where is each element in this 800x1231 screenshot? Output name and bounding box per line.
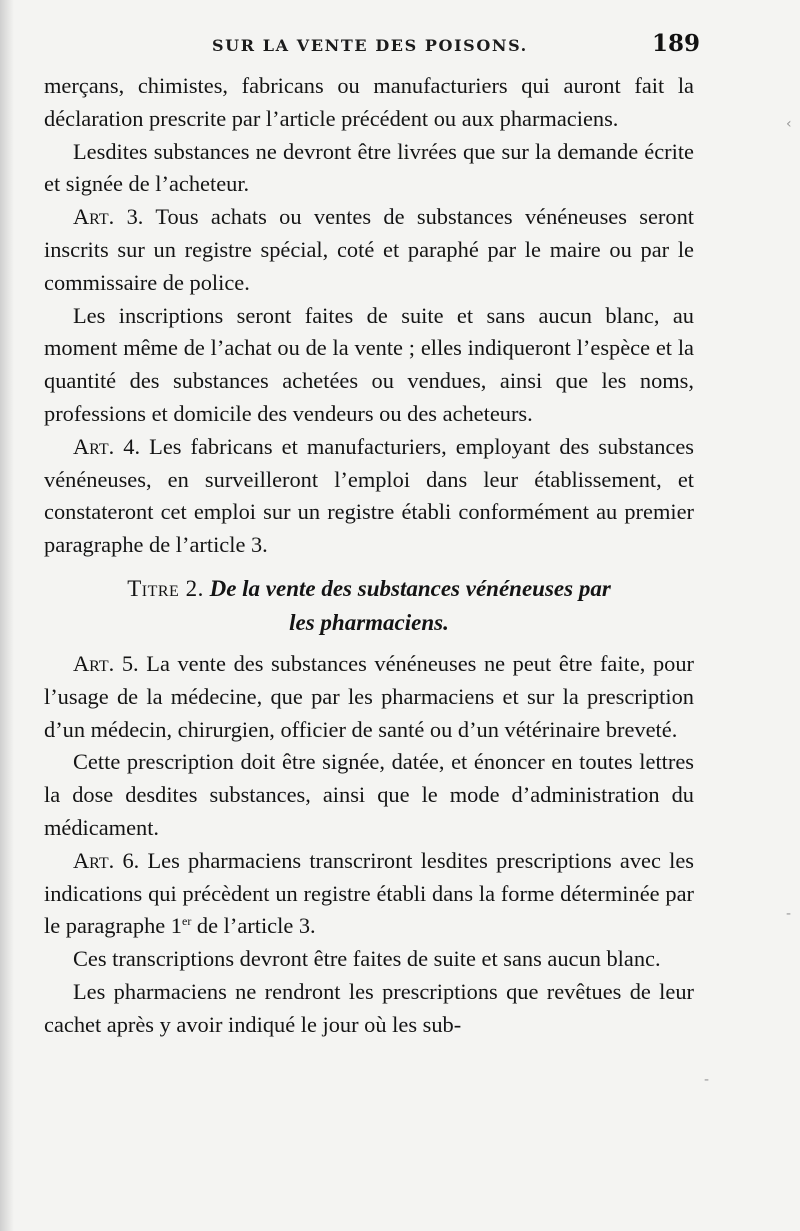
paragraph-text-end: de l’article 3. (191, 913, 316, 939)
paragraph-text: La vente des substances vénéneuses ne peut être faite, pour l’usage de la médecine, que par les pharmaciens et sur la prescription d’un médecin, chirurgien, officier de santé ou d’un vétérinaire breveté. (44, 650, 694, 742)
paragraph-text: Cette prescription doit être signée, datée, et énoncer en toutes lettres la dose desdites substances, ainsi que le mode d’administration du médicament. (44, 749, 694, 840)
ordinal-superscript: er (182, 914, 192, 929)
article-6 (44, 845, 694, 943)
paragraph-last (44, 976, 694, 1042)
paragraph-text: merçans, chimistes, fabricans ou manufacturiers qui auront fait la déclaration prescrite par l’article précédent ou aux pharmaciens. (44, 73, 694, 131)
article-number: Art. 3. (73, 204, 144, 230)
page-edge-shadow (0, 0, 14, 1231)
running-head (0, 30, 800, 64)
paragraph-text: Les pharmaciens ne rendront les prescriptions que revêtues de leur cachet après y avoir indiqué le jour où les sub- (44, 978, 694, 1037)
paragraph (44, 943, 694, 976)
paragraph-text: Les inscriptions seront faites de suite et sans aucun blanc, au moment même de l’achat ou de la vente ; elles indiqueront l’espèce et la quantité des substances achetées ou vendues, ainsi que les noms, professions et domicile des vendeurs ou des acheteurs. (44, 302, 694, 426)
paragraph (44, 136, 694, 202)
body-text (44, 70, 694, 1042)
paragraph-text: Ces transcriptions devront être faites de suite et sans aucun blanc. (73, 946, 661, 972)
paragraph (44, 300, 694, 431)
section-label: Titre 2. (127, 575, 204, 601)
section-title-part-1: De la vente des substances vénéneuses par (209, 575, 611, 601)
article-5 (44, 648, 694, 746)
section-heading-line-2 (44, 606, 694, 640)
article-number: Art. 6. (73, 847, 140, 873)
paragraph-text: Lesdites substances ne devront être livrées que sur la demande écrite et signée de l’acheteur. (44, 138, 694, 197)
article-3 (44, 201, 694, 299)
section-heading (44, 572, 694, 640)
margin-speck: ‹ (786, 116, 792, 132)
margin-speck: - (786, 906, 792, 922)
article-number: Art. 4. (73, 433, 141, 459)
section-title-part-2: les pharmaciens. (289, 609, 449, 635)
page-number: 189 (652, 30, 701, 57)
article-number: Art. 5. (73, 650, 139, 676)
section-heading-line-1 (44, 572, 694, 606)
running-title: SUR LA VENTE DES POISONS. (212, 36, 528, 55)
margin-speck: - (704, 1072, 710, 1088)
article-4 (44, 431, 694, 562)
paragraph-continued (44, 70, 694, 136)
paragraph-text: Les pharmaciens transcriront lesdites prescriptions avec les indications qui précèdent un registre établi dans la forme déterminée par le paragraphe 1 (44, 847, 694, 939)
paragraph (44, 746, 694, 844)
paragraph-text: Tous achats ou ventes de substances vénéneuses seront inscrits sur un registre spécial, coté et paraphé par le maire ou par le commissaire de police. (44, 204, 694, 295)
paragraph-text: Les fabricans et manufacturiers, employant des substances vénéneuses, en surveilleront l’emploi dans leur établissement, et constateront cet emploi sur un registre établi conformément au premier paragraphe de l’article 3. (44, 433, 694, 558)
